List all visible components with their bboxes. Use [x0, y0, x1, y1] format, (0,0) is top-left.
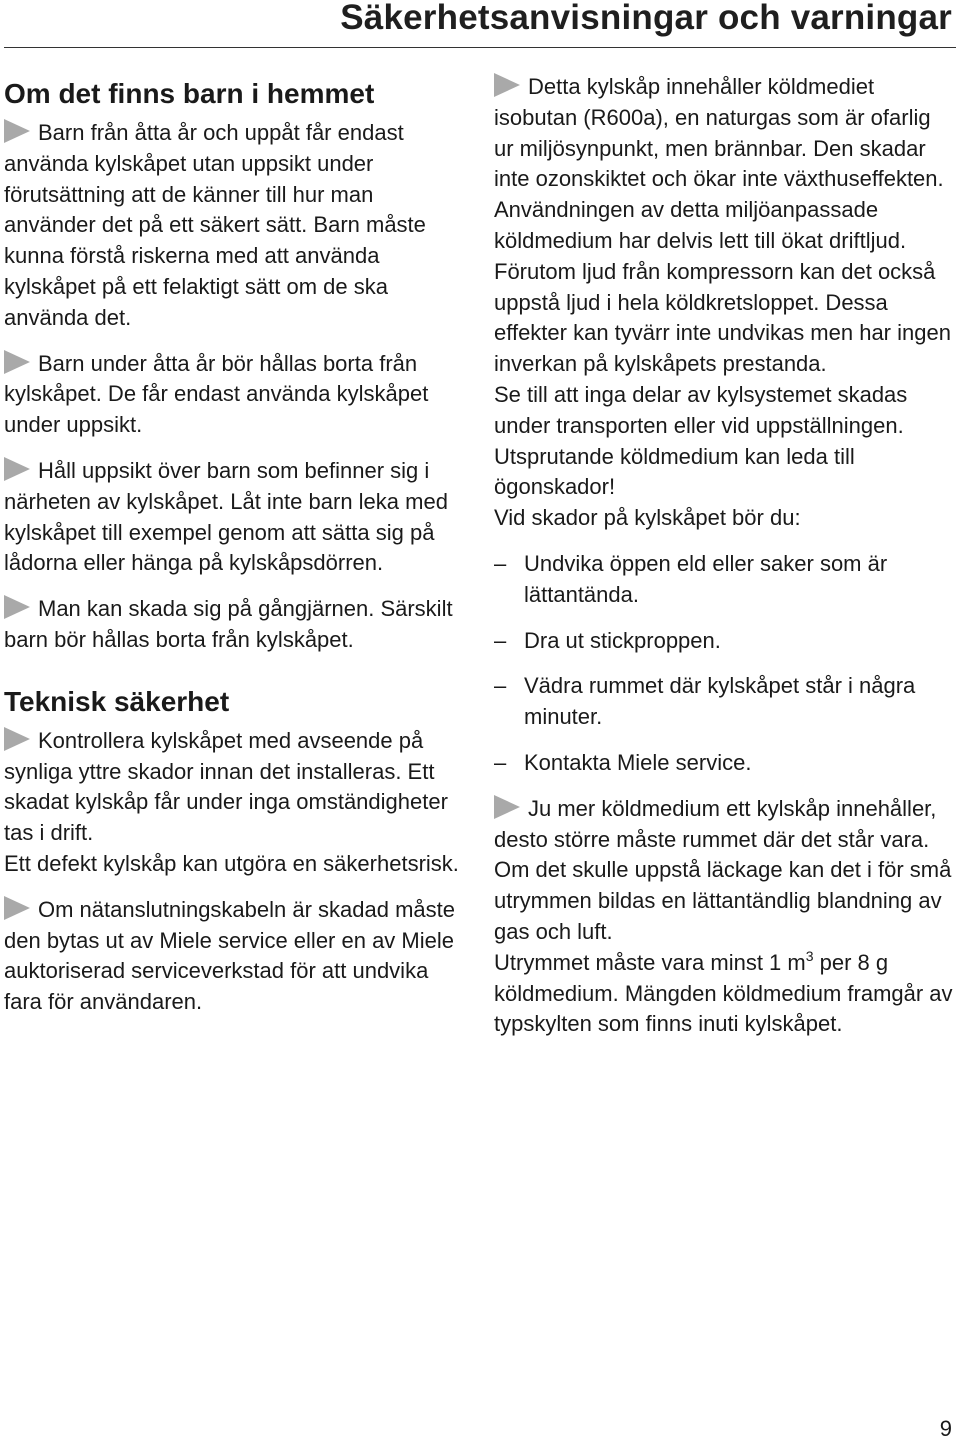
- section-heading-technical-safety: Teknisk säkerhet: [4, 685, 230, 717]
- list-item-text: Kontakta Miele service.: [524, 749, 752, 775]
- left-column: [4, 72, 470, 1033]
- warning-paragraph: [4, 349, 470, 441]
- section-heading-children: Om det finns barn i hemmet: [4, 78, 375, 109]
- dash-bullet: –: [494, 627, 507, 653]
- list-item: [494, 748, 956, 779]
- paragraph-text: Barn under åtta år bör hållas borta från kylskåpet. De får endast använda kylskåpet under uppsikt.: [4, 350, 429, 438]
- dash-bullet: –: [494, 550, 507, 576]
- warning-paragraph: [4, 895, 470, 1018]
- warning-arrow-icon: [494, 795, 520, 819]
- dash-bullet: –: [494, 673, 507, 699]
- page-number: 9: [939, 1416, 952, 1441]
- warning-paragraph: [494, 72, 956, 380]
- warning-arrow-icon: [4, 350, 30, 374]
- list-item: [494, 671, 956, 733]
- text-fragment: per 8 g köldmedium. Mängden köldmedium framgår av typskylten som finns inuti kylskåpet.: [494, 949, 953, 1037]
- right-column: [494, 72, 956, 1055]
- header-divider: [4, 47, 956, 48]
- warning-arrow-icon: [4, 727, 30, 751]
- paragraph-continuation: Ett defekt kylskåp kan utgöra en säkerhetsrisk.: [4, 850, 459, 876]
- list-item-text: Dra ut stickproppen.: [524, 627, 721, 653]
- paragraph-text: Om nätanslutningskabeln är skadad måste den bytas ut av Miele service eller en av Miele auktoriserad serviceverkstad för att undvika fara för användaren.: [4, 896, 456, 1015]
- paragraph-text: Ju mer köldmedium ett kylskåp innehåller, desto större måste rummet där det står vara. Om det skulle uppstå läckage kan det i för små utrymmen bildas en lättantändlig blandning av gas och luft.: [494, 795, 952, 944]
- warning-paragraph: [4, 118, 470, 334]
- warning-paragraph: [494, 794, 956, 948]
- list-item: [494, 549, 956, 611]
- paragraph-text: Kontrollera kylskåpet med avseende på synliga yttre skador innan det installeras. Ett skadat kylskåp får under inga omständigheter tas i drift.: [4, 727, 448, 846]
- warning-arrow-icon: [494, 73, 520, 97]
- dash-bullet: –: [494, 749, 507, 775]
- paragraph-text: Håll uppsikt över barn som befinner sig i närheten av kylskåpet. Låt inte barn leka med kylskåpet till exempel genom att sätta sig på lådorna eller hänga på kylskåpsdörren.: [4, 457, 448, 576]
- warning-arrow-icon: [4, 457, 30, 481]
- warning-arrow-icon: [4, 896, 30, 920]
- paragraph-text: Detta kylskåp innehåller köldmediet isobutan (R600a), en naturgas som är ofarlig ur miljösynpunkt, men brännbar. Den skadar inte ozonskiktet och ökar inte växthuseffekten. Användningen av detta miljöanpassade köldmedium har delvis lett till ökat driftljud. Förutom ljud från kompressorn kan det också uppstå ljud i hela köldkretsloppet. Dessa effekter kan tyvärr inte undvikas men har ingen inverkan på kylskåpets prestanda.: [494, 74, 951, 377]
- paragraph-text: Barn från åtta år och uppåt får endast använda kylskåpet utan uppsikt under förutsättning att de känner till hur man använder det på ett säkert sätt. Barn måste kunna förstå riskerna med att använda kylskåpet på ett felaktigt sätt om de ska använda det.: [4, 120, 426, 330]
- list-item-text: Vädra rummet där kylskåpet står i några minuter.: [524, 673, 916, 730]
- warning-paragraph: [4, 726, 470, 849]
- warning-arrow-icon: [4, 595, 30, 619]
- list-item: [494, 626, 956, 657]
- paragraph-text: Man kan skada sig på gångjärnen. Särskilt barn bör hållas borta från kylskåpet.: [4, 596, 453, 652]
- superscript: 3: [805, 947, 814, 964]
- warning-arrow-icon: [4, 119, 30, 143]
- warning-paragraph: [4, 594, 470, 656]
- paragraph-continuation: [494, 948, 956, 1040]
- list-item-text: Undvika öppen eld eller saker som är lättantända.: [524, 550, 888, 607]
- dash-list: [494, 549, 956, 779]
- paragraph-continuation: Se till att inga delar av kylsystemet skadas under transporten eller vid uppställningen. Utsprutande köldmedium kan leda till ögonskador!: [494, 381, 908, 500]
- warning-paragraph: [4, 456, 470, 579]
- page-header-title: Säkerhetsanvisningar och varningar: [340, 0, 952, 37]
- text-fragment: Utrymmet måste vara minst 1 m: [494, 949, 806, 975]
- paragraph-continuation: Vid skador på kylskåpet bör du:: [494, 505, 801, 531]
